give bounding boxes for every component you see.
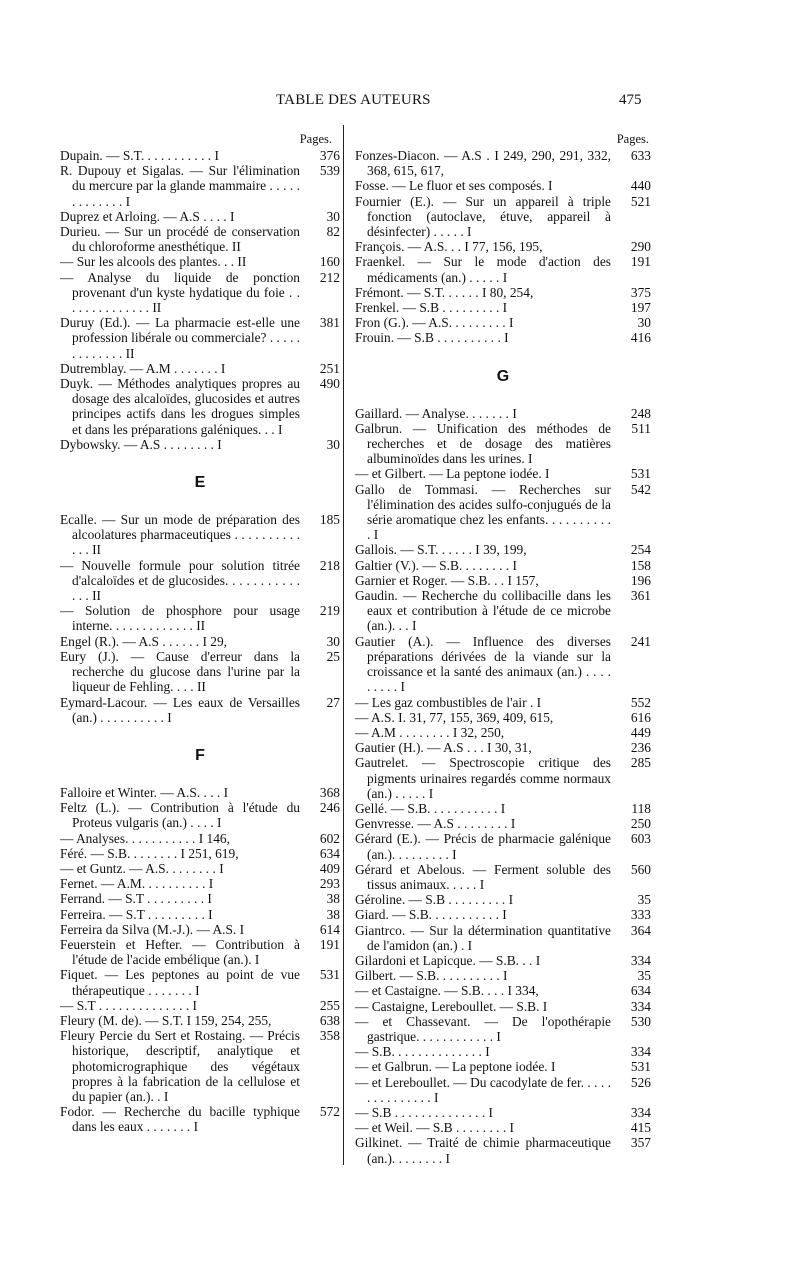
entry-text: Feuerstein et Hefter. — Contribution à l'étude de l'acide embélique (an.). I (60, 936, 300, 968)
entry-text: Féré. — S.B. . . . . . . . I 251, 619, (60, 845, 239, 861)
entry-text: Duruy (Ed.). — La pharmacie est-elle une profession libérale ou commerciale? . . . . . . . . . . . . . II (60, 315, 300, 361)
entry-pages: 248 (630, 405, 651, 421)
entry-pages: 38 (326, 906, 340, 922)
index-entry (60, 148, 340, 163)
entry-text: — Les gaz combustibles de l'air . I (355, 694, 542, 710)
index-entry (60, 891, 340, 906)
entry-text: — A.S. I. 31, 77, 155, 369, 409, 615, (355, 709, 554, 725)
entry-text: Gallo de Tommasi. — Recherches sur l'élimination des acides sulfo-conjugués de la série aromatique chez les enfants. . . . . . . . . . . I (355, 481, 611, 543)
entry-text: Eymard-Lacour. — Les eaux de Versailles (an.) . . . . . . . . . . I (60, 694, 300, 725)
entry-pages: 614 (319, 921, 340, 937)
index-entry (355, 1044, 651, 1059)
entry-text: Gautier (H.). — A.S . . . I 30, 31, (355, 740, 532, 756)
index-entry (355, 1135, 651, 1165)
entry-pages: 250 (630, 816, 651, 832)
index-entry (355, 1120, 651, 1135)
entry-text: Fraenkel. — Sur le mode d'action des médicaments (an.) . . . . . I (355, 254, 611, 285)
entry-pages: 634 (319, 845, 340, 861)
section-letter-g: G (496, 367, 510, 385)
entry-pages: 449 (630, 724, 651, 740)
index-entry (355, 421, 651, 467)
index-entry (60, 376, 340, 437)
entry-pages: 236 (630, 740, 651, 756)
column-divider (343, 125, 344, 1165)
entry-text: Durieu. — Sur un procédé de conservation du chloroforme anesthétique. II (60, 224, 300, 255)
pages-column-label: Pages. (299, 132, 332, 146)
index-entry (60, 558, 340, 604)
page-number: 475 (619, 92, 642, 108)
running-title: TABLE DES AUTEURS (276, 92, 431, 108)
entry-text: Duprez et Arloing. — A.S . . . . I (60, 208, 235, 224)
entries-e (60, 512, 340, 725)
entry-text: — et Weil. — S.B . . . . . . . . I (355, 1120, 514, 1136)
entry-text: Frémont. — S.T. . . . . . I 80, 254, (355, 284, 534, 300)
index-entry (60, 315, 340, 361)
section-letter-e: E (194, 474, 206, 492)
entry-pages: 633 (630, 148, 651, 163)
entry-text: Ferreira. — S.T . . . . . . . . . I (60, 906, 213, 922)
entry-pages: 358 (319, 1028, 340, 1044)
page-header (0, 92, 800, 116)
index-entry (60, 270, 340, 316)
entry-pages: 638 (319, 1012, 340, 1028)
entry-text: — S.T . . . . . . . . . . . . . . I (60, 997, 198, 1013)
entry-text: — et Galbrun. — La peptone iodée. I (355, 1059, 556, 1075)
entry-pages: 357 (630, 1135, 651, 1151)
index-entry (60, 224, 340, 254)
entry-text: — A.M . . . . . . . . I 32, 250, (355, 724, 505, 740)
left-column (60, 132, 340, 1135)
entry-text: Gautier (A.). — Influence des diverses préparations dérivées de la viande sur la croissance et la santé des animaux (an.) . . . . . . . . . I (355, 633, 611, 695)
entry-pages: 364 (630, 922, 651, 938)
entry-text: — Analyse du liquide de ponction provenant d'un kyste hydatique du foie . . . . . . . . . . . . . . II (60, 269, 300, 316)
entry-text: Giantrco. — Sur la détermination quantitative de l'amidon (an.) . I (355, 922, 611, 953)
entry-pages: 334 (630, 1044, 651, 1060)
entry-pages: 616 (630, 709, 651, 725)
index-entry (60, 800, 340, 830)
entry-pages: 526 (630, 1074, 651, 1090)
index-entry (355, 953, 651, 968)
entry-pages: 334 (630, 952, 651, 968)
entry-pages: 572 (319, 1104, 340, 1120)
entry-pages: 333 (630, 907, 651, 923)
index-entry (355, 695, 651, 710)
entry-pages: 241 (630, 633, 651, 649)
entry-pages: 542 (630, 481, 651, 497)
index-entry (60, 937, 340, 967)
entry-pages: 191 (319, 936, 340, 952)
index-entry (355, 1059, 651, 1074)
entry-pages: 381 (319, 315, 340, 331)
index-entry (355, 831, 651, 861)
entry-pages: 490 (319, 376, 340, 392)
index-entry (355, 755, 651, 801)
entry-text: Gilardoni et Lapicque. — S.B. . . I (355, 952, 541, 968)
entry-text: Géroline. — S.B . . . . . . . . . I (355, 892, 514, 908)
entry-pages: 376 (319, 148, 340, 163)
entry-text: Fonzes-Diacon. — A.S . I 249, 290, 291, 332, 368, 615, 617, (355, 148, 611, 179)
entry-text: Giard. — S.B. . . . . . . . . . . I (355, 907, 507, 923)
entry-pages: 531 (630, 466, 651, 482)
entry-text: Eury (J.). — Cause d'erreur dans la recherche du glucose dans l'urine par la liqueur de Fehling. . . . II (60, 648, 300, 695)
entry-text: Gérard et Abelous. — Ferment soluble des tissus animaux. . . . . I (355, 861, 611, 892)
entry-text: Fosse. — Le fluor et ses composés. I (355, 178, 553, 194)
index-entry (355, 983, 651, 998)
index-entry (60, 209, 340, 224)
entry-pages: 197 (630, 300, 651, 316)
entry-text: Gallois. — S.T. . . . . . I 39, 199, (355, 542, 527, 558)
entry-text: Fernet. — A.M. . . . . . . . . . I (60, 876, 214, 892)
entries-f (60, 785, 340, 1135)
entry-text: Fleury Percie du Sert et Rostaing. — Précis historique, descriptif, analytique et photomicrographique des végétaux propres à la fabrication de la cellulose et du papier (an.). . I (60, 1028, 300, 1104)
entry-pages: 440 (630, 178, 651, 194)
entry-pages: 560 (630, 861, 651, 877)
pages-column-label: Pages. (616, 132, 649, 146)
entry-text: Gellé. — S.B. . . . . . . . . . . I (355, 800, 506, 816)
entry-pages: 254 (630, 542, 651, 558)
entry-text: — Castaigne, Lereboullet. — S.B. I (355, 998, 548, 1014)
index-entry (60, 967, 340, 997)
index-entry (355, 542, 651, 557)
entry-text: Ferreira da Silva (M.-J.). — A.S. I (60, 921, 245, 937)
entry-pages: 191 (630, 254, 651, 270)
entry-text: Fron (G.). — A.S. . . . . . . . . I (355, 315, 514, 331)
entry-text: Genvresse. — A.S . . . . . . . . I (355, 816, 516, 832)
entry-text: Ferrand. — S.T . . . . . . . . . I (60, 891, 212, 907)
index-entry (355, 862, 651, 892)
index-entry (60, 922, 340, 937)
entry-text: — Solution de phosphore pour usage interne. . . . . . . . . . . . . II (60, 603, 300, 634)
index-entry (355, 740, 651, 755)
entry-text: Gilbert. — S.B. . . . . . . . . . I (355, 968, 508, 984)
index-entry (355, 148, 651, 178)
entry-text: Falloire et Winter. — A.S. . . . I (60, 784, 229, 800)
index-entry (355, 315, 651, 330)
index-entry (60, 512, 340, 558)
entry-text: R. Dupouy et Sigalas. — Sur l'élimination du mercure par la glande mammaire . . . . . . . . . . . . . I (60, 163, 300, 209)
entry-pages: 255 (319, 997, 340, 1013)
index-entry (355, 907, 651, 922)
entry-pages: 30 (326, 633, 340, 649)
entry-pages: 218 (319, 557, 340, 573)
entry-pages: 30 (326, 436, 340, 452)
entry-pages: 521 (630, 193, 651, 209)
entry-text: Fournier (E.). — Sur un appareil à triple fonction (autoclave, étuve, appareil à désinfecter) . . . . . I (355, 193, 611, 240)
index-entry (60, 998, 340, 1013)
entry-pages: 603 (630, 831, 651, 847)
index-entry (60, 437, 340, 452)
entries-f-continued (355, 148, 651, 346)
entry-pages: 30 (326, 208, 340, 224)
entry-text: — Nouvelle formule pour solution titrée d'alcaloïdes et de glucosides. . . . . . . . . . . . . . II (60, 557, 300, 604)
index-entry (60, 846, 340, 861)
index-entry (355, 194, 651, 240)
entry-pages: 82 (326, 224, 340, 240)
index-entry (60, 831, 340, 846)
index-entry (60, 163, 340, 209)
index-entry (355, 725, 651, 740)
index-entry (355, 892, 651, 907)
entry-pages: 35 (637, 892, 651, 908)
entry-text: François. — A.S. . . I 77, 156, 195, (355, 239, 543, 255)
index-entry (355, 1075, 651, 1105)
entry-text: Feltz (L.). — Contribution à l'étude du Proteus vulgaris (an.) . . . . I (60, 800, 300, 831)
entry-pages: 35 (637, 968, 651, 984)
entry-text: — S.B. . . . . . . . . . . . . . I (355, 1044, 490, 1060)
entry-pages: 30 (637, 315, 651, 331)
index-entry (355, 330, 651, 345)
entry-text: Gilkinet. — Traité de chimie pharmaceutique (an.). . . . . . . . I (355, 1135, 611, 1166)
right-column (355, 132, 651, 1166)
entry-pages: 375 (630, 284, 651, 300)
index-entry (355, 239, 651, 254)
entry-text: Ecalle. — Sur un mode de préparation des alcoolatures pharmaceutiques . . . . . . . . . . . . . II (60, 512, 300, 558)
entry-text: — Analyses. . . . . . . . . . . I 146, (60, 830, 230, 846)
entry-text: — et Castaigne. — S.B. . . . I 334, (355, 983, 539, 999)
index-entry (355, 1105, 651, 1120)
entry-text: Dybowsky. — A.S . . . . . . . . I (60, 436, 222, 452)
entry-text: Gaillard. — Analyse. . . . . . . I (355, 405, 517, 421)
index-entry (60, 695, 340, 725)
entry-text: Fleury (M. de). — S.T. I 159, 254, 255, (60, 1012, 272, 1028)
entry-text: Duyk. — Méthodes analytiques propres au dosage des alcaloïdes, glucosides et autres principes actifs dans les drogues simples et dans les préparations galéniques. . . I (60, 376, 300, 437)
entry-text: Garnier et Roger. — S.B. . . I 157, (355, 572, 539, 588)
entry-pages: 246 (319, 800, 340, 816)
entry-text: Gaudin. — Recherche du collibacille dans les eaux et contribution à l'étude de ce microbe (an.). . . I (355, 588, 611, 634)
entry-pages: 25 (326, 648, 340, 664)
index-entry (355, 816, 651, 831)
entry-pages: 531 (630, 1059, 651, 1075)
entry-text: — et Lereboullet. — Du cacodylate de fer. . . . . . . . . . . . . . . I (355, 1074, 611, 1105)
index-entry (60, 907, 340, 922)
entry-pages: 409 (319, 860, 340, 876)
entry-pages: 196 (630, 572, 651, 588)
index-entry (355, 285, 651, 300)
index-entry (60, 361, 340, 376)
entry-pages: 368 (319, 784, 340, 800)
index-entry (355, 482, 651, 543)
entry-pages: 285 (630, 755, 651, 771)
index-entry (355, 178, 651, 193)
entry-pages: 160 (319, 254, 340, 270)
index-entry (355, 406, 651, 421)
entry-pages: 552 (630, 694, 651, 710)
entries-d (60, 148, 340, 452)
index-entry (60, 603, 340, 633)
index-entry (60, 876, 340, 891)
entry-pages: 38 (326, 891, 340, 907)
index-entry (355, 710, 651, 725)
entry-pages: 530 (630, 1013, 651, 1029)
entry-pages: 539 (319, 163, 340, 179)
index-entry (355, 801, 651, 816)
entry-text: — et Chassevant. — De l'opothérapie gastrique. . . . . . . . . . . . I (355, 1013, 611, 1044)
entry-text: Fiquet. — Les peptones au point de vue thérapeutique . . . . . . . I (60, 967, 300, 998)
entry-text: Gautrelet. — Spectroscopie critique des pigments urinaires regardés comme normaux (an.) . . . . . I (355, 755, 611, 801)
entry-pages: 416 (630, 330, 651, 346)
entry-pages: 118 (631, 800, 651, 816)
index-entry (60, 254, 340, 269)
index-entry (60, 1104, 340, 1134)
section-letter-f: F (195, 746, 205, 764)
entries-g (355, 406, 651, 1166)
entry-pages: 334 (630, 1104, 651, 1120)
index-entry (60, 649, 340, 695)
entry-text: Frenkel. — S.B . . . . . . . . . I (355, 300, 508, 316)
index-entry (60, 861, 340, 876)
entry-text: — S.B . . . . . . . . . . . . . . I (355, 1104, 494, 1120)
entry-pages: 158 (630, 557, 651, 573)
index-entry (60, 785, 340, 800)
index-entry (60, 634, 340, 649)
entry-pages: 511 (631, 420, 651, 436)
entry-text: Galtier (V.). — S.B. . . . . . . . I (355, 557, 517, 573)
entry-pages: 251 (319, 360, 340, 376)
index-entry (355, 923, 651, 953)
index-entry (355, 968, 651, 983)
index-entry (355, 466, 651, 481)
entry-text: Engel (R.). — A.S . . . . . . I 29, (60, 633, 228, 649)
entry-pages: 531 (319, 967, 340, 983)
index-entry (355, 1014, 651, 1044)
entry-pages: 634 (630, 983, 651, 999)
entry-text: Dutremblay. — A.M . . . . . . . I (60, 360, 226, 376)
entry-pages: 219 (319, 603, 340, 619)
entry-text: Galbrun. — Unification des méthodes de recherches et de dosage des matières albuminoïdes dans les urines. I (355, 420, 611, 467)
index-entry (355, 254, 651, 284)
index-entry (355, 558, 651, 573)
index-entry (355, 573, 651, 588)
entry-text: Frouin. — S.B . . . . . . . . . . I (355, 330, 509, 346)
entry-text: Dupain. — S.T. . . . . . . . . . . I (60, 148, 219, 163)
entry-text: Gérard (E.). — Précis de pharmacie galénique (an.). . . . . . . . . I (355, 831, 611, 862)
index-entry (355, 634, 651, 695)
entry-pages: 415 (630, 1120, 651, 1136)
index-entry (60, 1028, 340, 1104)
index-entry (60, 1013, 340, 1028)
entry-text: — et Gilbert. — La peptone iodée. I (355, 466, 550, 482)
index-entry (355, 300, 651, 315)
entry-pages: 334 (630, 998, 651, 1014)
entry-pages: 602 (319, 830, 340, 846)
entry-pages: 27 (326, 694, 340, 710)
entry-text: — et Guntz. — A.S. . . . . . . . I (60, 860, 224, 876)
entry-pages: 212 (319, 269, 340, 285)
index-entry (355, 588, 651, 634)
entry-pages: 293 (319, 876, 340, 892)
index-entry (355, 999, 651, 1014)
entry-pages: 361 (630, 588, 651, 604)
entry-text: Fodor. — Recherche du bacille typhique dans les eaux . . . . . . . I (60, 1104, 300, 1135)
entry-pages: 290 (630, 239, 651, 255)
entry-pages: 185 (319, 512, 340, 528)
entry-text: — Sur les alcools des plantes. . . II (60, 254, 247, 270)
